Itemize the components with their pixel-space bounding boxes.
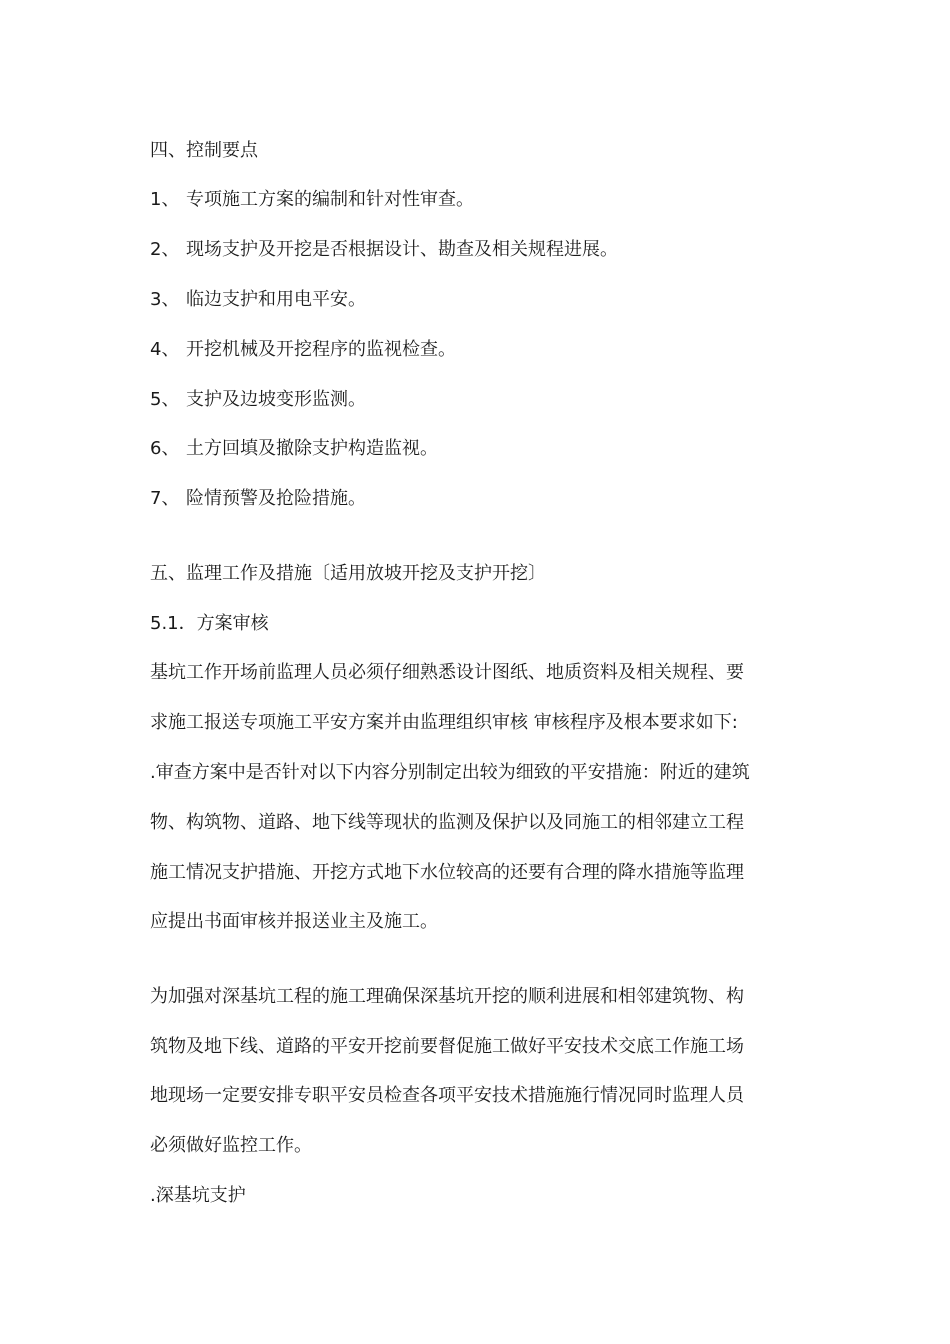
list-item (150, 388, 366, 412)
list-item-number: 2、 (150, 239, 180, 260)
section-4-heading: 四、控制要点 (150, 140, 258, 161)
paragraph-line: 应提出书面审核并报送业主及施工。 (150, 911, 438, 932)
list-item-text: 专项施工方案的编制和针对性审查。 (186, 189, 474, 210)
list-item (150, 188, 474, 212)
list-item-number: 6、 (150, 438, 180, 459)
paragraph-line: .审查方案中是否针对以下内容分别制定出较为细致的平安措施：附近的建筑 (150, 762, 750, 783)
paragraph-line: 筑物及地下线、道路的平安开挖前要督促施工做好平安技术交底工作施工场 (150, 1036, 744, 1057)
list-item-text: 临边支护和用电平安。 (186, 289, 366, 310)
list-item-text: 开挖机械及开挖程序的监视检查。 (186, 339, 456, 360)
list-item-number: 1、 (150, 189, 180, 210)
list-item-number: 5、 (150, 389, 180, 410)
list-item-number: 7、 (150, 488, 180, 509)
paragraph-line: 求施工报送专项施工平安方案并由监理组织审核 审核程序及根本要求如下: (150, 712, 738, 733)
list-item (150, 487, 366, 511)
paragraph-line: .深基坑支护 (150, 1185, 246, 1206)
list-item-text: 现场支护及开挖是否根据设计、勘查及相关规程进展。 (186, 239, 618, 260)
subsection-heading: 5.1．方案审核 (150, 613, 269, 634)
paragraph-line: 为加强对深基坑工程的施工理确保深基坑开挖的顺利进展和相邻建筑物、构 (150, 986, 744, 1007)
list-item-text: 土方回填及撤除支护构造监视。 (186, 438, 438, 459)
list-item-number: 3、 (150, 289, 180, 310)
paragraph-line: 基坑工作开场前监理人员必须仔细熟悉设计图纸、地质资料及相关规程、要 (150, 662, 744, 683)
list-item-text: 险情预警及抢险措施。 (186, 488, 366, 509)
list-item (150, 338, 456, 362)
list-item (150, 238, 618, 262)
list-item-number: 4、 (150, 339, 180, 360)
paragraph-line: 地现场一定要安排专职平安员检查各项平安技术措施施行情况同时监理人员 (150, 1085, 744, 1106)
paragraph-line: 物、构筑物、道路、地下线等现状的监测及保护以及同施工的相邻建立工程 (150, 812, 744, 833)
list-item (150, 437, 438, 461)
list-item-text: 支护及边坡变形监测。 (186, 389, 366, 410)
section-5-heading: 五、监理工作及措施〔适用放坡开挖及支护开挖〕 (150, 563, 546, 584)
list-item (150, 288, 366, 312)
paragraph-line: 施工情况支护措施、开挖方式地下水位较高的还要有合理的降水措施等监理 (150, 862, 744, 883)
paragraph-line: 必须做好监控工作。 (150, 1135, 312, 1156)
